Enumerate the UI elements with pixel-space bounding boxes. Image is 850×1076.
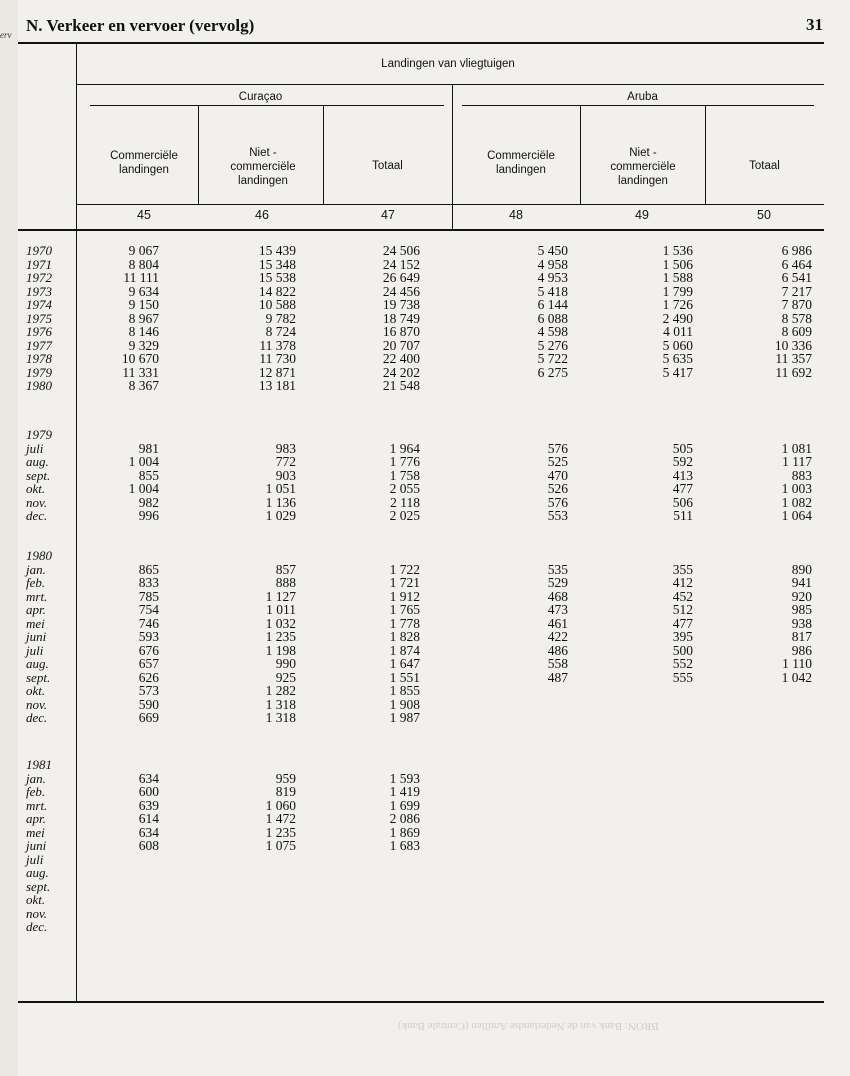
- period-label: 1979: [26, 427, 52, 442]
- column-50: [775, 244, 812, 379]
- table-cell: 593: [138, 629, 159, 644]
- stub-divider-body: [76, 230, 77, 1002]
- table-cell: 1 776: [389, 454, 420, 469]
- column-46: [266, 442, 296, 523]
- group-header-curacao: Curaçao: [238, 91, 283, 103]
- column-45: [139, 563, 159, 725]
- col-number-49: 49: [635, 208, 649, 222]
- table-cell: 669: [138, 710, 159, 725]
- table-cell: 676: [138, 642, 159, 658]
- table-cell: 6 464: [781, 256, 812, 272]
- period-label: 1981: [26, 757, 52, 772]
- table-cell: 634: [138, 824, 159, 840]
- table-cell: 20 707: [382, 337, 420, 353]
- column-49: [663, 244, 693, 379]
- table-cell: 6 275: [537, 364, 568, 380]
- table-cell: 746: [138, 615, 159, 631]
- table-cell: 505: [672, 440, 693, 456]
- column-48: [538, 244, 568, 379]
- table-cell: 422: [547, 629, 568, 644]
- table-cell: 11 357: [775, 351, 812, 366]
- table-cell: 553: [547, 508, 568, 523]
- table-cell: 1 799: [662, 283, 693, 299]
- table-cell: 500: [672, 642, 693, 658]
- period-label: dec.: [26, 710, 48, 725]
- column-46: [259, 244, 296, 393]
- table-cell: 8 367: [128, 378, 159, 393]
- col-divider-46-47: [323, 105, 324, 205]
- adjacent-page-fragment: erv: [0, 30, 12, 40]
- table-cell: 21 548: [382, 378, 420, 393]
- table-cell: 486: [547, 642, 568, 658]
- table-cell: 639: [138, 797, 159, 813]
- adjacent-page-edge: [0, 0, 18, 1076]
- period-label: 1975: [26, 310, 52, 326]
- column-47: [390, 772, 420, 853]
- col-number-46: 46: [255, 208, 269, 222]
- period-label: okt.: [26, 892, 46, 907]
- period-label: mrt.: [26, 797, 48, 813]
- table-cell: 9 067: [128, 243, 159, 258]
- period-label: sept.: [26, 669, 51, 685]
- table-cell: 506: [672, 494, 693, 510]
- table-cell: 11 331: [122, 364, 159, 380]
- table-cell: 1 282: [265, 683, 296, 698]
- aruba-rule: [462, 105, 814, 106]
- table-cell: 1 051: [265, 481, 296, 496]
- table-cell: 1 778: [389, 615, 420, 631]
- table-cell: 468: [547, 588, 568, 604]
- table-cell: 1 855: [389, 683, 420, 698]
- column-47: [390, 563, 420, 725]
- table-cell: 5 722: [537, 351, 568, 366]
- period-label: 1970: [26, 243, 52, 258]
- table-cell: 1 060: [265, 797, 296, 813]
- period-label: sept.: [26, 467, 51, 483]
- table-cell: 15 538: [258, 270, 296, 285]
- period-label: juli: [26, 851, 44, 867]
- table-cell: 1 828: [389, 629, 420, 644]
- table-cell: 772: [275, 454, 296, 469]
- period-label: apr.: [26, 602, 46, 617]
- table-cell: 1 472: [265, 811, 296, 826]
- table-cell: 1 136: [265, 494, 296, 510]
- table-cell: 10 670: [121, 351, 159, 366]
- table-cell: 1 029: [265, 508, 296, 523]
- table-cell: 883: [791, 467, 812, 483]
- table-cell: 355: [672, 561, 693, 577]
- col-header-48: Commerciële landingen: [487, 150, 555, 176]
- header-bottom-rule: [18, 229, 824, 231]
- table-cell: 7 217: [781, 283, 812, 299]
- table-cell: 552: [672, 656, 693, 671]
- period-label: juni: [26, 838, 47, 853]
- table-cell: 413: [672, 467, 693, 483]
- table-cell: 452: [672, 588, 693, 604]
- table-cell: 12 871: [258, 364, 296, 380]
- table-cell: 1 726: [662, 297, 693, 312]
- table-cell: 890: [791, 561, 812, 577]
- table-cell: 2 086: [389, 811, 420, 826]
- col-header-47: Totaal: [372, 160, 403, 172]
- table-cell: 558: [547, 656, 568, 671]
- column-50: [782, 442, 812, 523]
- table-cell: 2 118: [390, 494, 420, 510]
- table-cell: 855: [138, 467, 159, 483]
- table-cell: 1 003: [781, 481, 812, 496]
- table-cell: 526: [547, 481, 568, 496]
- period-label: 1978: [26, 351, 52, 366]
- table-bottom-rule: [18, 1001, 824, 1003]
- column-49: [673, 442, 693, 523]
- table-cell: 477: [672, 615, 693, 631]
- table-cell: 1 011: [266, 602, 296, 617]
- table-cell: 6 088: [537, 310, 568, 326]
- period-label: nov.: [26, 494, 48, 510]
- table-cell: 1 506: [662, 256, 693, 272]
- period-label: mei: [26, 615, 45, 631]
- col-number-47: 47: [381, 208, 395, 222]
- period-label: sept.: [26, 878, 51, 894]
- document-page: [18, 0, 850, 1076]
- table-cell: 535: [547, 561, 568, 577]
- period-label: feb.: [26, 575, 46, 590]
- period-label: 1972: [26, 270, 52, 285]
- table-cell: 1 117: [782, 454, 812, 469]
- table-cell: 8 967: [128, 310, 159, 326]
- table-cell: 608: [138, 838, 159, 853]
- table-cell: 15 439: [258, 243, 296, 258]
- table-cell: 986: [791, 642, 812, 658]
- col-header-45: Commerciële landingen: [110, 150, 178, 176]
- table-cell: 1 721: [389, 575, 420, 590]
- period-label: 1979: [26, 364, 52, 380]
- column-46: [266, 772, 296, 853]
- table-cell: 6 986: [781, 243, 812, 258]
- table-cell: 5 276: [537, 337, 568, 353]
- table-cell: 5 635: [662, 351, 693, 366]
- col-header-49: Niet - commerciële landingen: [610, 147, 676, 187]
- table-cell: 555: [672, 669, 693, 685]
- table-cell: 511: [673, 508, 693, 523]
- table-cell: 990: [275, 656, 296, 671]
- table-cell: 1 874: [389, 642, 420, 658]
- table-cell: 573: [138, 683, 159, 698]
- table-cell: 1 551: [389, 669, 420, 685]
- table-cell: 1 235: [265, 629, 296, 644]
- period-label: dec.: [26, 508, 48, 523]
- group-divider: [452, 84, 453, 230]
- table-cell: 24 456: [382, 283, 420, 299]
- table-cell: 8 578: [781, 310, 812, 326]
- column-47: [390, 442, 420, 523]
- column-45: [122, 244, 159, 393]
- period-label: 1976: [26, 324, 52, 339]
- table-cell: 1 110: [782, 656, 812, 671]
- super-header-rule: [76, 84, 824, 85]
- table-cell: 1 235: [265, 824, 296, 840]
- show-through-text: BRON: Bank van de Nederlandse Antillen (Centrale Bank): [398, 1020, 659, 1032]
- table-cell: 1 075: [265, 838, 296, 853]
- period-label: 1980: [26, 548, 52, 563]
- period-label: aug.: [26, 656, 49, 671]
- table-cell: 477: [672, 481, 693, 496]
- table-cell: 1 081: [781, 440, 812, 456]
- col-divider-49-50: [705, 105, 706, 205]
- table-cell: 10 336: [774, 337, 812, 353]
- table-cell: 9 150: [128, 297, 159, 312]
- period-label: nov.: [26, 905, 48, 921]
- table-cell: 996: [138, 508, 159, 523]
- table-cell: 24 152: [382, 256, 420, 272]
- table-cell: 14 822: [258, 283, 296, 299]
- table-cell: 1 082: [781, 494, 812, 510]
- table-cell: 4 953: [537, 270, 568, 285]
- table-cell: 819: [275, 784, 296, 799]
- table-cell: 1 683: [389, 838, 420, 853]
- table-cell: 833: [138, 575, 159, 590]
- table-cell: 9 329: [128, 337, 159, 353]
- table-cell: 576: [547, 494, 568, 510]
- table-cell: 6 541: [781, 270, 812, 285]
- table-cell: 16 870: [382, 324, 420, 339]
- table-cell: 754: [138, 602, 159, 617]
- col-header-50: Totaal: [749, 160, 780, 172]
- table-cell: 592: [672, 454, 693, 469]
- table-cell: 470: [547, 467, 568, 483]
- period-label: juli: [26, 642, 44, 658]
- period-label: nov.: [26, 696, 48, 712]
- table-cell: 5 450: [537, 243, 568, 258]
- column-number-rule: [76, 204, 824, 205]
- period-label: 1973: [26, 283, 52, 299]
- table-cell: 487: [547, 669, 568, 685]
- table-cell: 5 060: [662, 337, 693, 353]
- table-cell: 888: [275, 575, 296, 590]
- table-cell: 4 598: [537, 324, 568, 339]
- table-cell: 626: [138, 669, 159, 685]
- group-header-aruba: Aruba: [627, 91, 658, 103]
- column-50: [782, 563, 812, 685]
- period-label: okt.: [26, 481, 46, 496]
- col-number-50: 50: [757, 208, 771, 222]
- table-cell: 1 699: [389, 797, 420, 813]
- table-cell: 576: [547, 440, 568, 456]
- table-cell: 982: [138, 494, 159, 510]
- page-number: 31: [806, 15, 823, 34]
- table-cell: 2 055: [389, 481, 420, 496]
- table-cell: 903: [275, 467, 296, 483]
- column-45: [139, 772, 159, 853]
- table-cell: 4 011: [663, 324, 693, 339]
- column-47: [383, 244, 420, 393]
- table-cell: 1 593: [389, 770, 420, 786]
- table-cell: 1 722: [389, 561, 420, 577]
- col-number-45: 45: [137, 208, 151, 222]
- table-cell: 8 146: [128, 324, 159, 339]
- table-cell: 1 064: [781, 508, 812, 523]
- table-cell: 1 647: [389, 656, 420, 671]
- table-cell: 1 004: [128, 454, 159, 469]
- table-cell: 1 912: [389, 588, 420, 604]
- table-cell: 985: [791, 602, 812, 617]
- table-cell: 600: [138, 784, 159, 799]
- table-cell: 981: [138, 440, 159, 456]
- table-cell: 525: [547, 454, 568, 469]
- table-cell: 11 692: [775, 364, 812, 380]
- col-divider-45-46: [198, 105, 199, 205]
- table-cell: 9 782: [265, 310, 296, 326]
- table-cell: 2 025: [389, 508, 420, 523]
- table-cell: 941: [791, 575, 812, 590]
- table-cell: 1 758: [389, 467, 420, 483]
- table-cell: 590: [138, 696, 159, 712]
- table-cell: 1 987: [389, 710, 420, 725]
- table-cell: 1 032: [265, 615, 296, 631]
- table-cell: 865: [138, 561, 159, 577]
- table-cell: 461: [547, 615, 568, 631]
- table-top-rule: [18, 42, 824, 44]
- table-cell: 1 908: [389, 696, 420, 712]
- table-cell: 7 870: [781, 297, 812, 312]
- column-45: [129, 442, 159, 523]
- period-label: aug.: [26, 454, 49, 469]
- table-cell: 857: [275, 561, 296, 577]
- stub-divider: [76, 43, 77, 230]
- period-label: 1980: [26, 378, 52, 393]
- table-cell: 395: [672, 629, 693, 644]
- table-cell: 512: [672, 602, 693, 617]
- table-cell: 1 004: [128, 481, 159, 496]
- period-labels: [26, 244, 52, 393]
- table-cell: 785: [138, 588, 159, 604]
- period-label: jan.: [26, 770, 46, 786]
- table-cell: 412: [672, 575, 693, 590]
- period-label: juli: [26, 440, 44, 456]
- table-cell: 4 958: [537, 256, 568, 272]
- period-label: aug.: [26, 865, 49, 880]
- table-cell: 1 318: [265, 696, 296, 712]
- table-cell: 1 869: [389, 824, 420, 840]
- table-cell: 657: [138, 656, 159, 671]
- table-cell: 983: [275, 440, 296, 456]
- table-cell: 10 588: [258, 297, 296, 312]
- period-label: 1971: [26, 256, 52, 272]
- table-cell: 19 738: [382, 297, 420, 312]
- table-cell: 1 588: [662, 270, 693, 285]
- column-49: [673, 563, 693, 685]
- table-cell: 24 506: [382, 243, 420, 258]
- column-48: [548, 563, 568, 685]
- table-cell: 817: [791, 629, 812, 644]
- table-cell: 1 419: [389, 784, 420, 799]
- table-cell: 6 144: [537, 297, 568, 312]
- table-cell: 938: [791, 615, 812, 631]
- period-label: juni: [26, 629, 47, 644]
- period-label: jan.: [26, 561, 46, 577]
- table-cell: 22 400: [382, 351, 420, 366]
- period-label: 1974: [26, 297, 52, 312]
- table-cell: 2 490: [662, 310, 693, 326]
- table-cell: 634: [138, 770, 159, 786]
- table-cell: 9 634: [128, 283, 159, 299]
- period-label: feb.: [26, 784, 46, 799]
- table-cell: 26 649: [382, 270, 420, 285]
- table-cell: 5 418: [537, 283, 568, 299]
- period-label: okt.: [26, 683, 46, 698]
- period-labels: [26, 549, 52, 725]
- period-label: 1977: [26, 337, 52, 353]
- table-cell: 925: [275, 669, 296, 685]
- table-cell: 959: [275, 770, 296, 786]
- table-cell: 8 804: [128, 256, 159, 272]
- col-header-46: Niet - commerciële landingen: [230, 147, 296, 187]
- period-label: mrt.: [26, 588, 48, 604]
- column-48: [548, 442, 568, 523]
- table-cell: 1 042: [781, 669, 812, 685]
- table-cell: 1 198: [265, 642, 296, 658]
- table-cell: 1 127: [265, 588, 296, 604]
- table-cell: 1 964: [389, 440, 420, 456]
- period-label: dec.: [26, 919, 48, 934]
- table-cell: 11 378: [259, 337, 296, 353]
- curacao-rule: [90, 105, 444, 106]
- table-cell: 614: [138, 811, 159, 826]
- period-labels: [26, 428, 52, 523]
- table-cell: 473: [547, 602, 568, 617]
- table-cell: 920: [791, 588, 812, 604]
- table-cell: 1 536: [662, 243, 693, 258]
- col-number-48: 48: [509, 208, 523, 222]
- period-label: apr.: [26, 811, 46, 826]
- period-labels: [26, 758, 52, 934]
- table-cell: 1 765: [389, 602, 420, 617]
- table-cell: 529: [547, 575, 568, 590]
- table-cell: 8 609: [781, 324, 812, 339]
- table-cell: 11 111: [123, 270, 159, 285]
- super-header: Landingen van vliegtuigen: [381, 58, 515, 70]
- table-cell: 11 730: [259, 351, 296, 366]
- table-cell: 18 749: [382, 310, 420, 326]
- col-divider-48-49: [580, 105, 581, 205]
- table-cell: 15 348: [258, 256, 296, 272]
- table-cell: 5 417: [662, 364, 693, 380]
- table-cell: 8 724: [265, 324, 296, 339]
- column-46: [266, 563, 296, 725]
- period-label: mei: [26, 824, 45, 840]
- table-cell: 24 202: [382, 364, 420, 380]
- table-cell: 13 181: [258, 378, 296, 393]
- page-title: N. Verkeer en vervoer (vervolg): [26, 16, 255, 35]
- table-cell: 1 318: [265, 710, 296, 725]
